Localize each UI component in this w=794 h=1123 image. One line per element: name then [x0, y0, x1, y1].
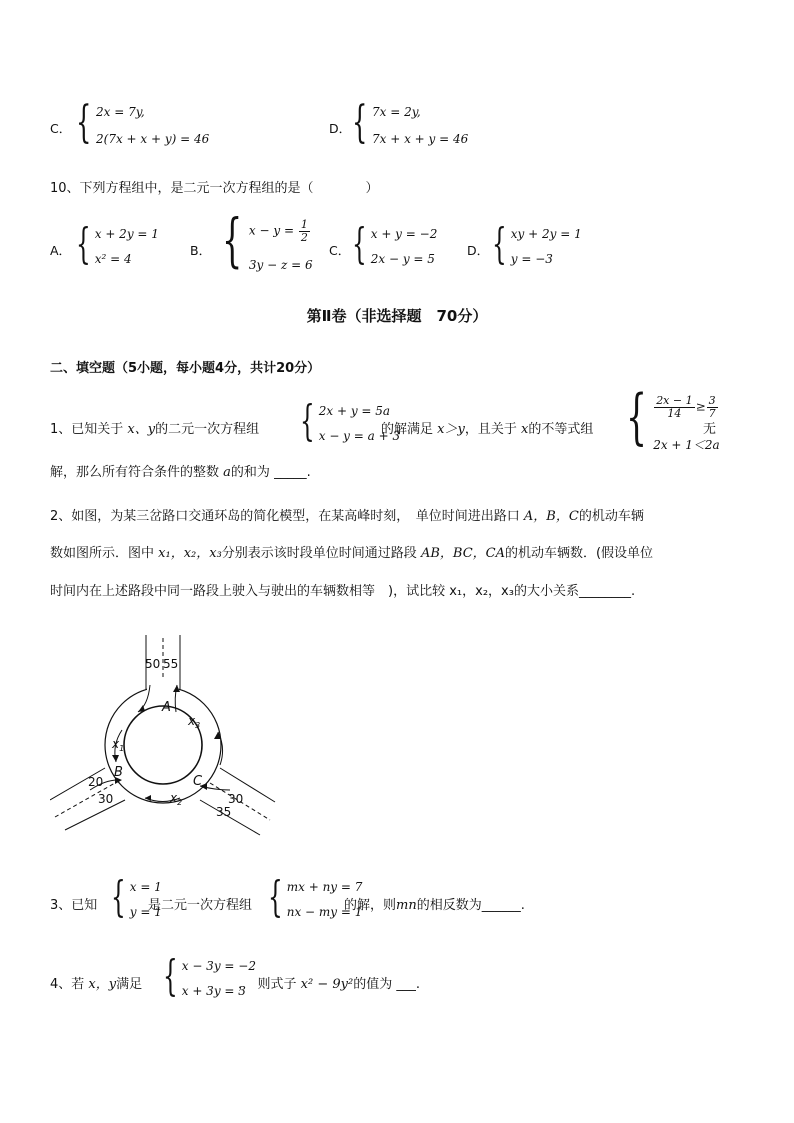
part-two-title: 第Ⅱ卷（非选择题 70分）: [306, 307, 488, 325]
q10-option-c-system: [352, 219, 438, 268]
point-a-label: A: [162, 700, 171, 715]
numerator: 2x − 1: [656, 394, 693, 407]
inequality: [653, 395, 720, 419]
text: 时间内在上述路段中同一路段上驶入与驶出的车辆数相等 )，试比较: [50, 584, 446, 599]
denominator: 14: [667, 406, 682, 420]
equation: y = −3: [510, 252, 553, 266]
equation: 3y − z = 6: [248, 258, 313, 272]
q10-option-d-system: [492, 219, 582, 268]
text: 的和为: [230, 465, 270, 480]
relation: ≥: [695, 399, 706, 414]
problem-1-line-1b: [381, 418, 593, 437]
answer-blank[interactable]: ___: [396, 977, 416, 992]
text: 解，那么所有符合条件的整数: [50, 465, 220, 480]
brace-icon: {: [222, 206, 243, 274]
fraction: [654, 395, 694, 419]
text: 的相反数为: [416, 898, 482, 913]
roundabout-diagram: [50, 630, 280, 840]
text: 2、如图，为某三岔路口交通环岛的简化模型，在某高峰时刻， 单位时间进出路口: [50, 509, 520, 524]
text: .: [630, 584, 636, 599]
brace-icon: {: [492, 219, 507, 268]
label-55: 55: [163, 657, 179, 671]
label-30-b: 30: [98, 792, 114, 806]
equation: x² = 4: [94, 252, 132, 266]
brace-icon: {: [352, 219, 367, 268]
text: 的解，则: [344, 898, 397, 913]
expression: x² − 9y²: [300, 977, 354, 992]
equation: mx + ny = 7: [286, 880, 363, 894]
variables: x，y: [88, 977, 117, 992]
equation: 7x + x + y = 46: [372, 132, 469, 146]
var: x: [188, 714, 196, 728]
variables: A，B，C: [523, 509, 579, 524]
equation: 2x = 7y,: [96, 105, 145, 119]
label-30-c: 30: [228, 792, 244, 806]
text: 数如图所示．图中: [50, 546, 155, 561]
problem-1-line-2: [50, 461, 311, 480]
equation-left: x − y =: [248, 223, 295, 238]
equation: x = 1: [129, 880, 162, 894]
problem-1-line-1: [50, 418, 259, 437]
road-b-bottom-edge: [65, 800, 125, 830]
problem-3-text: 是二元一次方程组: [148, 898, 253, 913]
q9-option-c-label: C．: [50, 121, 72, 136]
text: 的机动车辆: [578, 509, 644, 524]
equation: x + 3y = 3: [181, 984, 246, 998]
brace-icon: {: [76, 219, 91, 268]
text: .: [306, 465, 311, 480]
text: 的二元一次方程组: [155, 422, 260, 437]
var: x: [112, 737, 120, 751]
equation: 2x − y = 5: [370, 252, 435, 266]
equation: [249, 219, 313, 243]
answer-blank[interactable]: ______: [481, 898, 521, 913]
text: 4、若: [50, 977, 85, 992]
text: 1、已知关于: [50, 422, 124, 437]
problem-3-intro: 3、已知: [50, 898, 98, 913]
label-50: 50: [145, 657, 161, 671]
point-c-label: C: [193, 774, 203, 789]
numerator: 1: [300, 218, 308, 231]
brace-icon: {: [76, 97, 92, 148]
brace-icon: {: [626, 382, 648, 452]
text: 的不等式组: [528, 422, 594, 437]
text: 满足: [116, 977, 143, 992]
point-b-label: B: [114, 765, 123, 780]
brace-icon: {: [111, 872, 126, 921]
section-title: 二、填空题（5小题，每小题4分，共计20分）: [50, 361, 321, 376]
problem-2-line-3: [50, 580, 635, 599]
var: x: [170, 791, 178, 805]
equation: 2(7x + x + y) = 46: [96, 132, 210, 146]
equation: 2x + y = 5a: [318, 404, 391, 418]
equation: x + y = −2: [370, 227, 438, 241]
q10-stem: 10、下列方程组中，是二元一次方程组的是（ ）: [50, 181, 379, 196]
problem-4-intro: [50, 973, 142, 992]
problem-2-line-1: [50, 505, 644, 524]
q9-option-c-system: [76, 97, 210, 148]
q10-option-b-label: B．: [190, 243, 212, 258]
equation: x + 2y = 1: [94, 227, 159, 241]
variable: a: [223, 465, 231, 480]
problem-4-tail: [238, 973, 420, 992]
q10-option-a-system: [76, 219, 159, 268]
equation: x − y = a + 3: [318, 429, 401, 443]
answer-blank[interactable]: ________: [578, 584, 631, 599]
brace-icon: {: [268, 872, 283, 921]
text: 的大小关系: [513, 584, 579, 599]
brace-icon: {: [163, 951, 178, 1000]
q10-option-b-system: [222, 206, 313, 274]
q9-option-d-system: [352, 97, 469, 148]
segments: AB，BC，CA: [420, 546, 505, 561]
denominator: 2: [300, 230, 308, 244]
text: ， 则式子: [238, 977, 297, 992]
variables: x、y: [127, 422, 156, 437]
variables: x₁，x₂，x₃: [158, 546, 222, 561]
equation: nx − my = 1: [286, 905, 363, 919]
equation: 7x = 2y,: [372, 105, 421, 119]
variables: x₁，x₂，x₃: [449, 584, 514, 599]
numerator: 3: [708, 394, 716, 407]
condition: x＞y: [437, 422, 465, 437]
text: ，且关于: [464, 422, 517, 437]
variable: x: [521, 422, 529, 437]
q10-option-a-label: A．: [50, 243, 72, 258]
text: 的机动车辆数．(假设单位: [504, 546, 654, 561]
subscript: 1: [119, 744, 125, 753]
q10-option-c-label: C．: [329, 243, 351, 258]
equation: xy + 2y = 1: [510, 227, 582, 241]
text: 分别表示该时段单位时间通过路段: [221, 546, 417, 561]
equation: y = 1: [129, 905, 162, 919]
subscript: 2: [177, 798, 183, 807]
text: .: [520, 898, 525, 913]
fraction: [299, 219, 310, 243]
text: 的解满足: [381, 422, 434, 437]
label-20: 20: [88, 775, 104, 789]
inequality: 2x + 1＜2a: [653, 438, 720, 452]
text: .: [415, 977, 420, 992]
equation: x − 3y = −2: [181, 959, 256, 973]
brace-icon: {: [300, 396, 315, 445]
text: 的值为: [353, 977, 393, 992]
q9-option-d-label: D．: [329, 121, 352, 136]
problem-1-wu: 无: [703, 422, 717, 437]
variable: mn: [396, 898, 417, 913]
denominator: 7: [708, 406, 716, 420]
q10-option-d-label: D．: [467, 243, 490, 258]
brace-icon: {: [352, 97, 368, 148]
subscript: 3: [195, 721, 201, 730]
fraction: [707, 395, 718, 419]
problem-3-tail: [344, 894, 525, 913]
answer-blank[interactable]: _____: [274, 465, 307, 480]
problem-2-line-2: [50, 542, 653, 561]
label-35: 35: [216, 805, 232, 819]
